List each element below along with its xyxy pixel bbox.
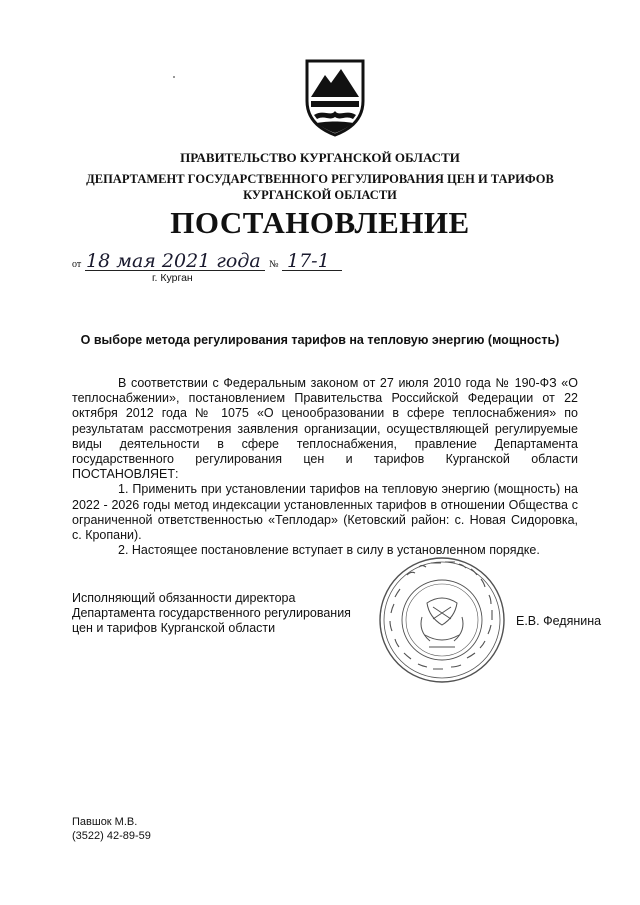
department-title-line1: ДЕПАРТАМЕНТ ГОСУДАРСТВЕННОГО РЕГУЛИРОВАНИЯ ЦЕН И ТАРИФОВ <box>86 172 554 186</box>
signer-name: Е.В. Федянина <box>516 614 602 628</box>
signer-position-line1: Исполняющий обязанности директора <box>72 591 296 605</box>
executor-phone: (3522) 42-89-59 <box>72 830 151 842</box>
official-seal-icon <box>377 555 507 685</box>
body-intro-paragraph: В соответствии с Федеральным законом от 27 июля 2010 года № 190-ФЗ «О теплоснабжении», постановлением Правительства Российской Федерации от 22 октября 2012 года № 1075 «О ценообразовании в сфере теплоснабжения» по результатам рассмотрения заявления организации, осуществляющей регулируемые виды деятельности в сфере теплоснабжения, правление Департамента государственного регулирования цен и тарифов Курганской области ПОСТАНОВЛЯЕТ: <box>72 376 578 482</box>
department-title-line2: КУРГАНСКОЙ ОБЛАСТИ <box>243 188 397 202</box>
city-label: г. Курган <box>152 272 193 284</box>
from-label: от <box>72 259 82 270</box>
document-body <box>72 376 578 558</box>
coat-of-arms-icon <box>301 57 369 137</box>
body-item-2: 2. Настоящее постановление вступает в силу в установленном порядке. <box>118 543 540 558</box>
government-title: ПРАВИТЕЛЬСТВО КУРГАНСКОЙ ОБЛАСТИ <box>180 150 460 165</box>
handwritten-number: 17-1 <box>287 250 330 272</box>
executor-name: Павшок М.В. <box>72 816 138 828</box>
document-type-heading: ПОСТАНОВЛЕНИЕ <box>170 205 470 240</box>
handwritten-date: 18 мая 2021 года <box>86 250 261 272</box>
body-item-1: 1. Применить при установлении тарифов на тепловую энергию (мощность) на 2022 - 2026 годы метод индексации установленных тарифов в отношении Общества с ограниченной ответственностью «Теплодар» (Кетовский район: с. Новая Сидоровка, с. Кропани). <box>72 482 578 543</box>
signer-position-line2: Департамента государственного регулирования <box>72 606 351 621</box>
signer-position-line3: цен и тарифов Курганской области <box>72 621 276 636</box>
signer-block <box>72 591 372 637</box>
scan-speck <box>173 76 175 78</box>
document-subject: О выборе метода регулирования тарифов на тепловую энергию (мощность) <box>80 333 560 347</box>
number-label: № <box>269 259 279 270</box>
executor-block <box>72 815 151 843</box>
date-number-line <box>72 252 372 276</box>
